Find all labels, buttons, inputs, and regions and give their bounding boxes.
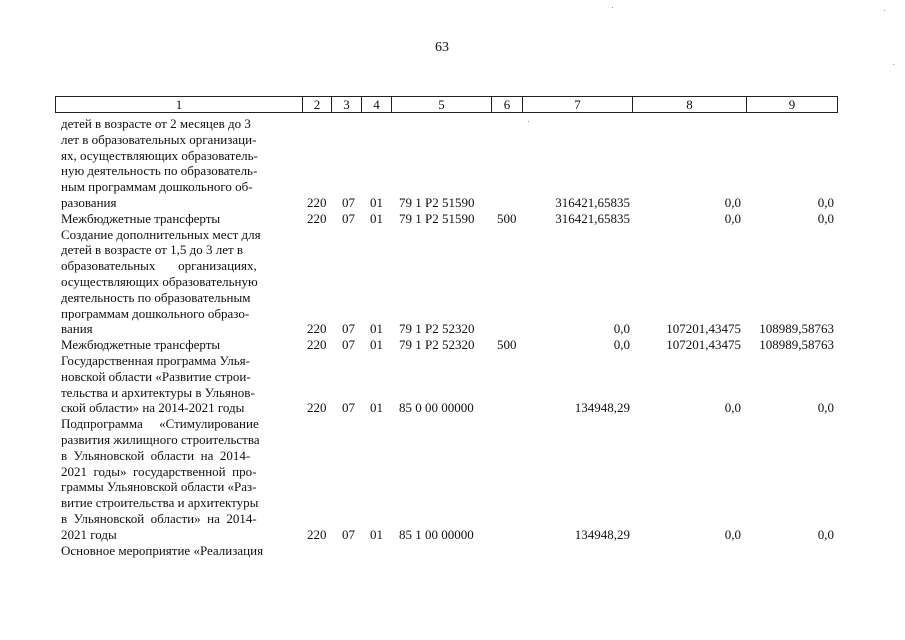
description-line: деятельность по образовательным (61, 289, 251, 305)
header-col-9: 9 (746, 96, 838, 113)
cell-col-2: 220 (307, 195, 327, 210)
cell-col-7: 134948,29 (574, 400, 630, 416)
description-line: новской области «Развитие строи- (61, 368, 251, 384)
cell-col-9: 0,0 (817, 400, 834, 416)
description-line: граммы Ульяновской области «Раз- (61, 479, 257, 495)
cell-col-8: 0,0 (724, 400, 741, 416)
cell-col-8: 0,0 (724, 210, 741, 226)
cell-col-7: 0,0 (613, 321, 630, 337)
cell-col-5: 79 1 Р2 51590 (399, 210, 475, 226)
cell-col-2: 220 (307, 210, 327, 226)
row-description (61, 543, 297, 559)
cell-col-9: 0,0 (817, 210, 834, 226)
cell-col-3: 07 (342, 400, 355, 416)
cell-col-8: 0,0 (724, 526, 741, 542)
cell-col-5: 79 1 Р2 52320 (399, 321, 475, 337)
cell-col-5: 79 1 Р2 52320 (399, 337, 475, 353)
description-line: тельства и архитектуры в Ульянов- (61, 384, 255, 400)
cell-col-7: 316421,65835 (555, 195, 630, 210)
row-description (61, 337, 297, 353)
cell-col-9: 0,0 (817, 526, 834, 542)
cell-col-3: 07 (342, 337, 355, 353)
cell-col-7: 0,0 (613, 337, 630, 353)
description-line: ях, осуществляющих образователь- (61, 147, 258, 163)
header-col-8: 8 (632, 96, 747, 113)
header-col-6: 6 (491, 96, 523, 113)
scan-speck (893, 64, 894, 65)
row-description (61, 416, 297, 542)
description-line: осуществляющих образовательную (61, 273, 258, 289)
description-line: витие строительства и архитектуры (61, 495, 259, 511)
cell-col-7: 134948,29 (574, 526, 630, 542)
description-line: Межбюджетные трансферты (61, 337, 221, 353)
description-line: Государственная программа Улья- (61, 353, 250, 368)
cell-col-2: 220 (307, 526, 327, 542)
cell-col-2: 220 (307, 321, 327, 337)
description-line: 2021 годы» государственной про- (61, 463, 257, 479)
cell-col-3: 07 (342, 321, 355, 337)
description-line: Основное мероприятие «Реализация (61, 542, 264, 558)
header-col-7: 7 (522, 96, 633, 113)
cell-col-8: 107201,43475 (666, 321, 741, 337)
header-col-4: 4 (361, 96, 392, 113)
scan-speck (612, 7, 613, 8)
cell-col-2: 220 (307, 337, 327, 353)
cell-col-3: 07 (342, 195, 355, 210)
cell-col-4: 01 (370, 337, 383, 353)
description-line: ской области» на 2014-2021 годы (61, 400, 245, 416)
description-line: лет в образовательных организаци- (61, 131, 257, 147)
cell-col-3: 07 (342, 210, 355, 226)
cell-col-4: 01 (370, 195, 383, 210)
description-line: ную деятельность по образователь- (61, 163, 258, 179)
description-line: в Ульяновской области» на 2014- (61, 510, 257, 526)
cell-col-7: 316421,65835 (555, 210, 630, 226)
description-line: Подпрограмма «Стимулирование (61, 416, 259, 432)
cell-col-9: 0,0 (817, 195, 834, 210)
cell-col-4: 01 (370, 400, 383, 416)
description-line: разования (61, 194, 117, 210)
cell-col-9: 108989,58763 (759, 337, 834, 353)
cell-col-4: 01 (370, 526, 383, 542)
description-line: ным программам дошкольного об- (61, 179, 253, 195)
row-description (61, 353, 297, 416)
cell-col-5: 79 1 Р2 51590 (399, 195, 475, 210)
description-line: образовательных организациях, (61, 258, 257, 274)
description-line: 2021 годы (61, 526, 117, 542)
cell-col-4: 01 (370, 210, 383, 226)
page-number: 63 (435, 40, 449, 55)
cell-col-8: 0,0 (724, 195, 741, 210)
cell-col-6: 500 (497, 337, 517, 353)
description-line: детей в возрасте от 1,5 до 3 лет в (61, 242, 244, 258)
row-description (61, 227, 297, 338)
cell-col-2: 220 (307, 400, 327, 416)
description-line: программам дошкольного образо- (61, 305, 250, 321)
description-line: Межбюджетные трансферты (61, 210, 221, 226)
header-col-5: 5 (391, 96, 492, 113)
scan-speck (528, 121, 529, 122)
cell-col-6: 500 (497, 210, 517, 226)
description-line: в Ульяновской области на 2014- (61, 447, 251, 463)
cell-col-3: 07 (342, 526, 355, 542)
header-col-1: 1 (55, 96, 303, 113)
cell-col-8: 107201,43475 (666, 337, 741, 353)
cell-col-9: 108989,58763 (759, 321, 834, 337)
row-description (61, 116, 297, 211)
header-col-3: 3 (331, 96, 362, 113)
description-line: детей в возрасте от 2 месяцев до 3 (61, 116, 251, 131)
description-line: вания (61, 321, 93, 337)
header-col-2: 2 (302, 96, 332, 113)
cell-col-4: 01 (370, 321, 383, 337)
description-line: развития жилищного строительства (61, 431, 260, 447)
cell-col-5: 85 0 00 00000 (399, 400, 474, 416)
description-line: Создание дополнительных мест для (61, 226, 261, 242)
row-description (61, 211, 297, 227)
cell-col-5: 85 1 00 00000 (399, 526, 474, 542)
scan-speck (884, 10, 885, 11)
